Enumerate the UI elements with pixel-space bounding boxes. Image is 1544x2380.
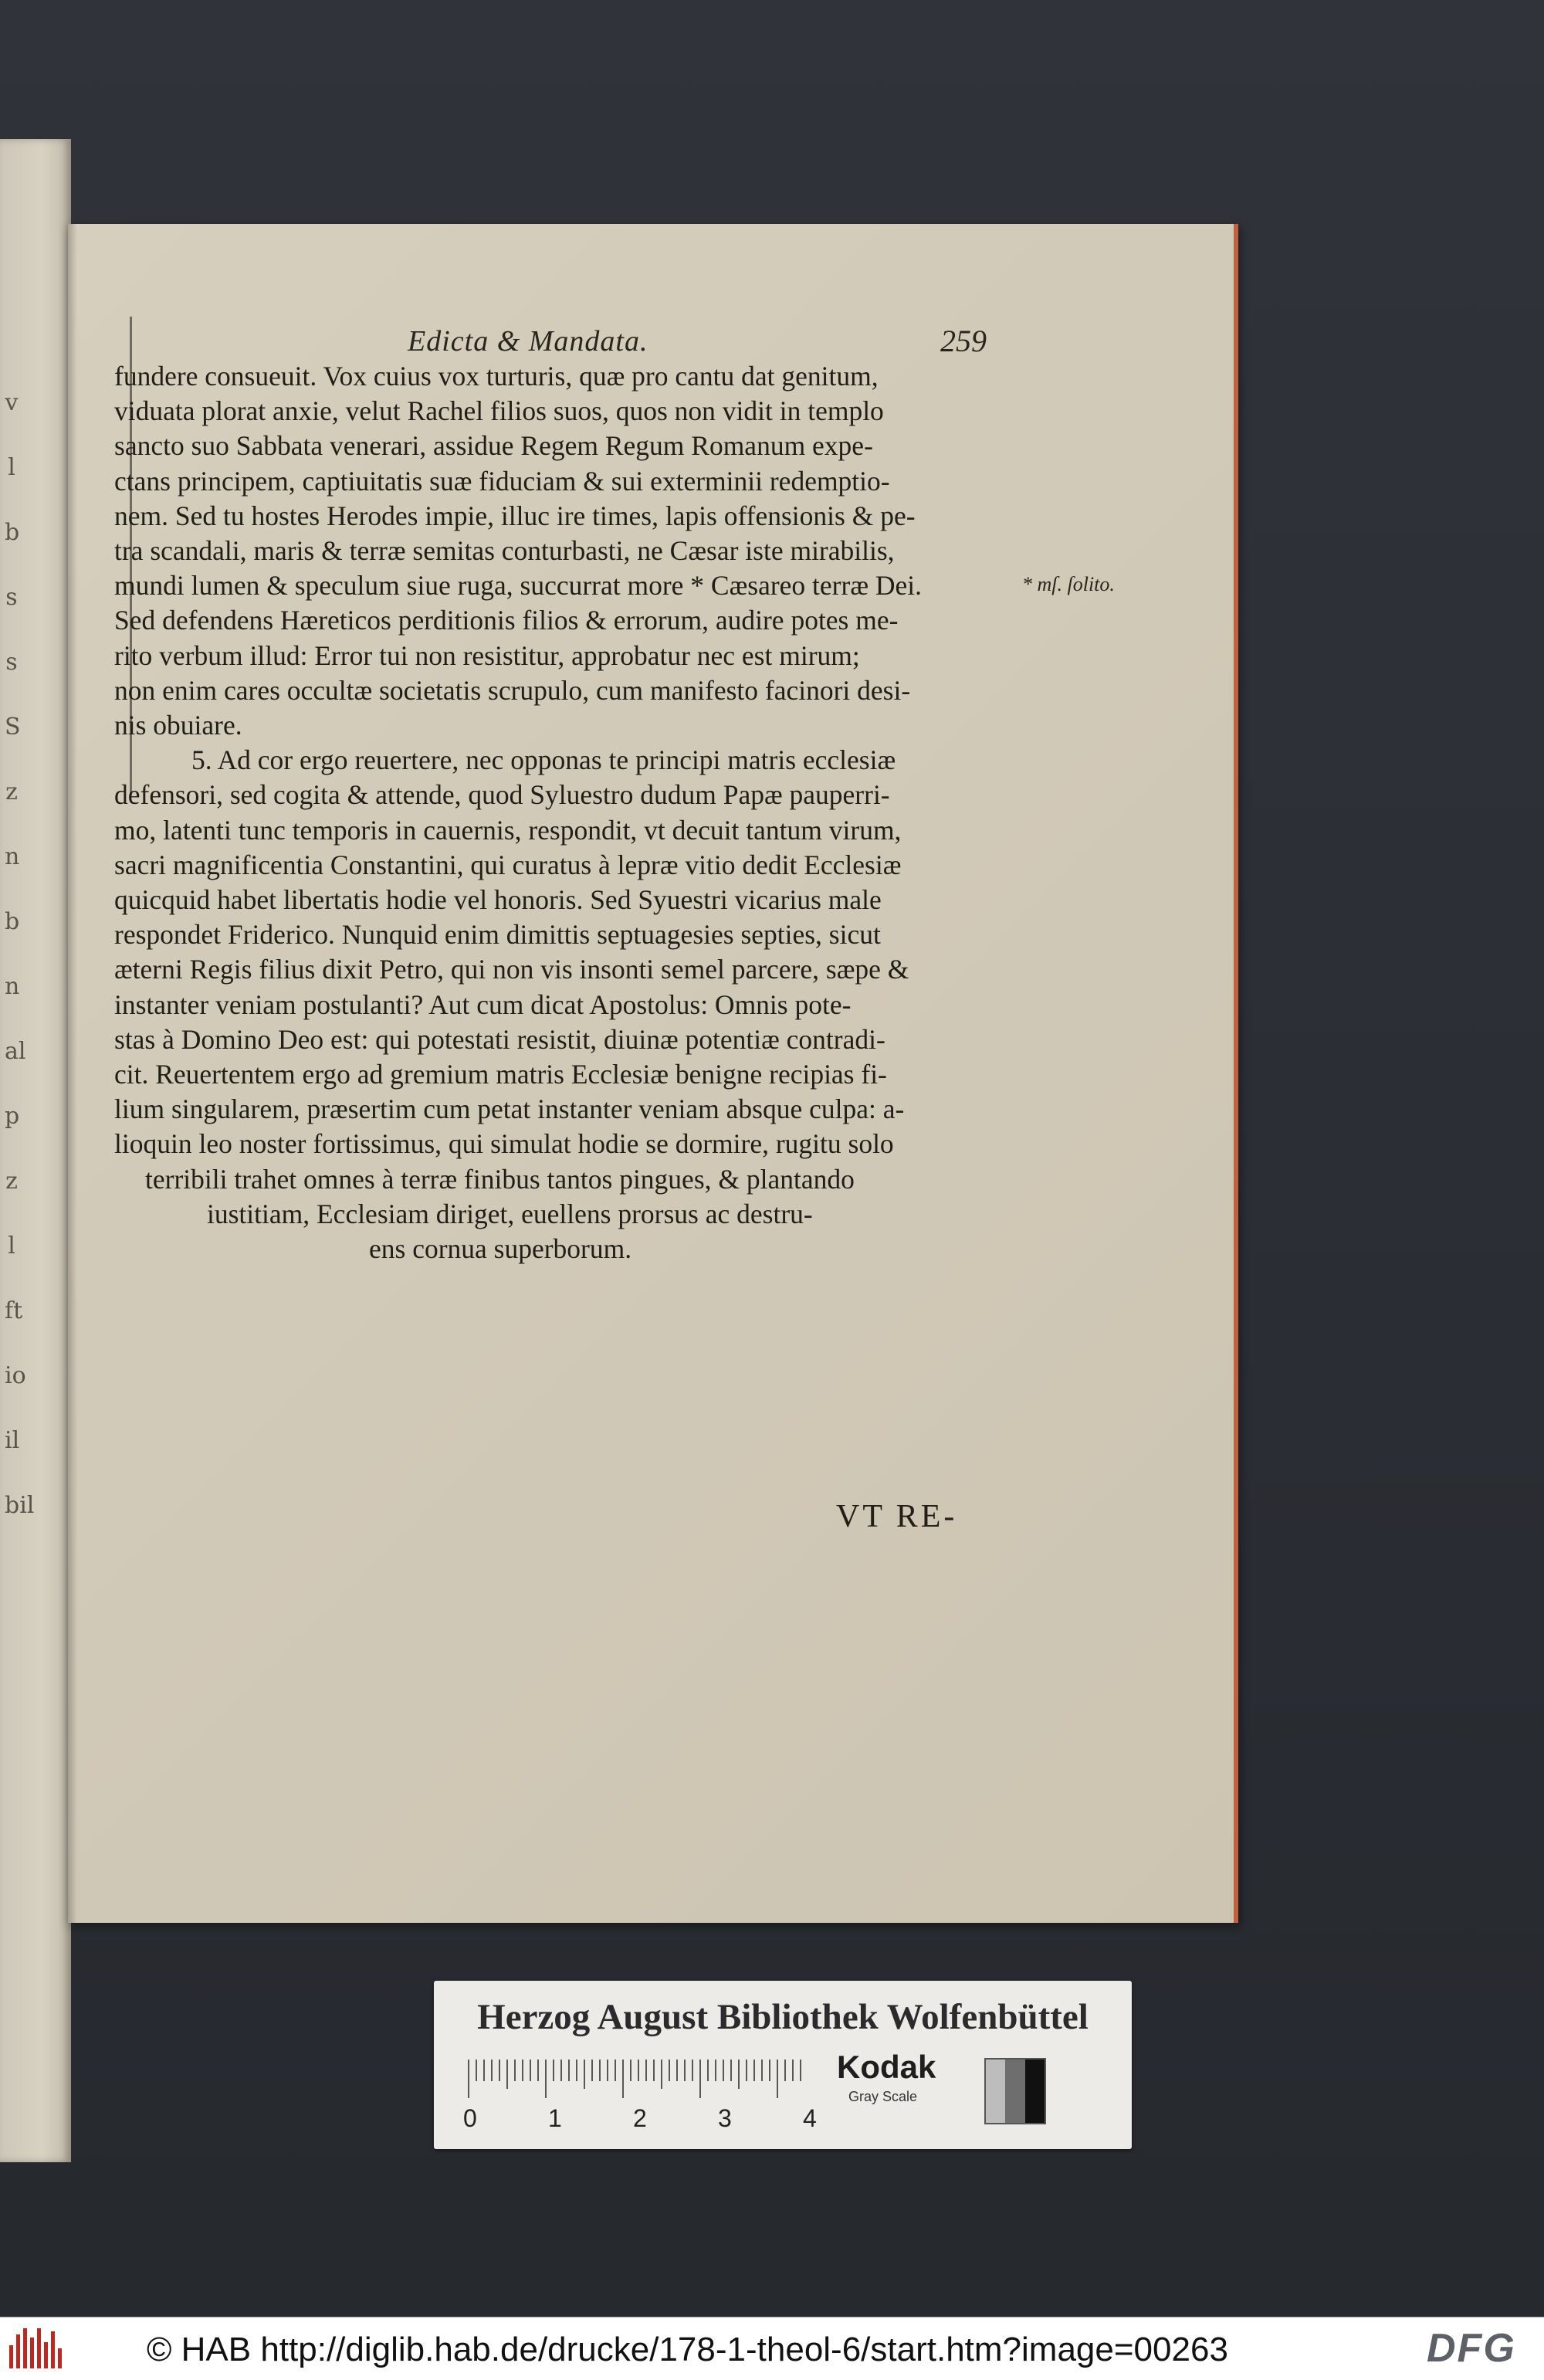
logo-bar: [16, 2334, 20, 2368]
catchword: VT RE-: [836, 1499, 958, 1534]
left-page-edge-letters: [5, 371, 35, 1538]
edge-letter: b: [5, 519, 20, 546]
text-line: fundere consueuit. Vox cuius vox turturis, quæ pro cantu dat genitum,: [114, 361, 879, 392]
edge-letter: S: [5, 714, 21, 741]
edge-letter: al: [5, 1038, 26, 1065]
edge-letter: ft: [5, 1297, 23, 1324]
edge-letter: n: [5, 843, 20, 870]
book-page: [68, 224, 1238, 1923]
text-line: tra scandali, maris & terræ semitas conturbasti, ne Cæsar iste mirabilis,: [114, 535, 895, 567]
ruler-label: 2: [633, 2104, 647, 2132]
tapering-line: ens cornua superborum.: [369, 1233, 632, 1265]
text-line: rito verbum illud: Error tui non resistitur, approbatur nec est mirum;: [114, 639, 860, 671]
ruler-label: 4: [803, 2104, 817, 2132]
text-line: ctans principem, captiuitatis suæ fiduciam & sui exterminii redemptio-: [114, 465, 890, 497]
text-line: cit. Reuertentem ergo ad gremium matris Ecclesiæ benigne recipias fi-: [114, 1059, 887, 1090]
library-name: Herzog August Bibliothek Wolfenbüttel: [477, 1997, 1089, 2037]
edge-letter: z: [5, 778, 18, 805]
text-line: Sed defendens Hæreticos perditionis filios & errorum, audire potes me-: [114, 605, 899, 636]
edge-letter: b: [5, 908, 20, 935]
ruler-label: 3: [718, 2104, 732, 2132]
text-line: lioquin leo noster fortissimus, qui simulat hodie se dormire, rugitu solo: [114, 1128, 894, 1160]
text-line: respondet Friderico. Nunquid enim dimittis septuagesies septies, sicut: [114, 919, 881, 951]
gray-swatch-dark: [1025, 2060, 1045, 2123]
text-line: instanter veniam postulanti? Aut cum dicat Apostolus: Omnis pote-: [114, 988, 852, 1020]
tapering-line: iustitiam, Ecclesiam diriget, euellens prorsus ac destru-: [207, 1198, 813, 1229]
logo-bar: [9, 2345, 13, 2368]
marginal-note: * mſ. ſolito.: [1022, 573, 1115, 595]
library-color-card: [434, 1981, 1132, 2149]
logo-bar: [30, 2338, 34, 2368]
text-line: defensori, sed cogita & attende, quod Syluestro dudum Papæ pauperri-: [114, 779, 890, 811]
paragraph-start-line: 5. Ad cor ergo reuertere, nec opponas te principi matris ecclesiæ: [191, 744, 896, 776]
logo-bar: [37, 2328, 41, 2368]
text-line: sancto suo Sabbata venerari, assidue Regem Regum Romanum expe-: [114, 430, 873, 462]
text-line: nis obuiare.: [114, 710, 242, 741]
text-line: sacri magnificentia Constantini, qui curatus à lepræ vitio dedit Ecclesiæ: [114, 849, 902, 880]
footer-bar: [0, 2317, 1544, 2380]
dfg-logo: DFG: [1427, 2326, 1516, 2371]
logo-bar: [44, 2342, 48, 2368]
edge-letter: v: [5, 389, 19, 416]
edge-letter: n: [5, 973, 20, 1000]
body-text: [114, 359, 1087, 1266]
edge-letter: p: [5, 1103, 20, 1130]
gray-swatch-mid: [1005, 2060, 1024, 2123]
ruler-labels: [463, 2104, 817, 2135]
logo-bar: [51, 2331, 55, 2368]
hab-logo-icon: [9, 2328, 63, 2368]
text-line: nem. Sed tu hostes Herodes impie, illuc ire times, lapis offensionis & pe-: [114, 500, 916, 531]
text-line: quicquid habet libertatis hodie vel honoris. Sed Syuestri vicarius male: [114, 884, 882, 916]
logo-bar: [58, 2348, 62, 2368]
edge-letter: bil: [5, 1492, 35, 1519]
text-line: viduata plorat anxie, velut Rachel filios suos, quos non vidit in templo: [114, 395, 884, 427]
edge-letter: z: [5, 1168, 18, 1195]
ruler-label: 0: [463, 2104, 477, 2132]
edge-letter: s: [5, 649, 18, 676]
gray-swatch-light: [986, 2060, 1005, 2123]
edge-letter: l: [8, 1232, 15, 1260]
left-neighbouring-page: [0, 139, 71, 2162]
edge-letter: s: [5, 584, 18, 611]
text-line: mo, latenti tunc temporis in cauernis, respondit, vt decuit tantum virum,: [114, 814, 902, 846]
tapering-line: terribili trahet omnes à terræ finibus tantos pingues, & plantando: [145, 1163, 855, 1195]
gray-scale-label: Gray Scale: [848, 2089, 918, 2104]
text-line: mundi lumen & speculum siue ruga, succurrat more * Cæsareo terræ Dei.: [114, 570, 923, 602]
source-credit: © HAB http://diglib.hab.de/drucke/178-1-theol-6/start.htm?image=00263: [147, 2331, 1228, 2368]
text-line: æterni Regis filius dixit Petro, qui non vis insonti semel parcere, sæpe &: [114, 954, 909, 985]
page-fold-shadow: [68, 224, 77, 1923]
text-line: non enim cares occultæ societatis scrupulo, cum manifesto facinori desi-: [114, 674, 911, 706]
page-number: 259: [940, 324, 987, 358]
gray-scale-swatches: [984, 2058, 1046, 2124]
logo-bar: [23, 2328, 27, 2368]
kodak-logo: Kodak: [837, 2049, 936, 2085]
text-line: lium singularem, præsertim cum petat instanter veniam absque culpa: a-: [114, 1093, 905, 1125]
text-line: stas à Domino Deo est: qui potestati resistit, diuinæ potentiæ contradi-: [114, 1023, 885, 1055]
running-head: Edicta & Mandata.: [408, 325, 648, 358]
ruler-label: 1: [548, 2104, 562, 2132]
edge-letter: l: [8, 454, 15, 481]
edge-letter: io: [5, 1362, 26, 1389]
edge-letter: il: [5, 1427, 20, 1454]
